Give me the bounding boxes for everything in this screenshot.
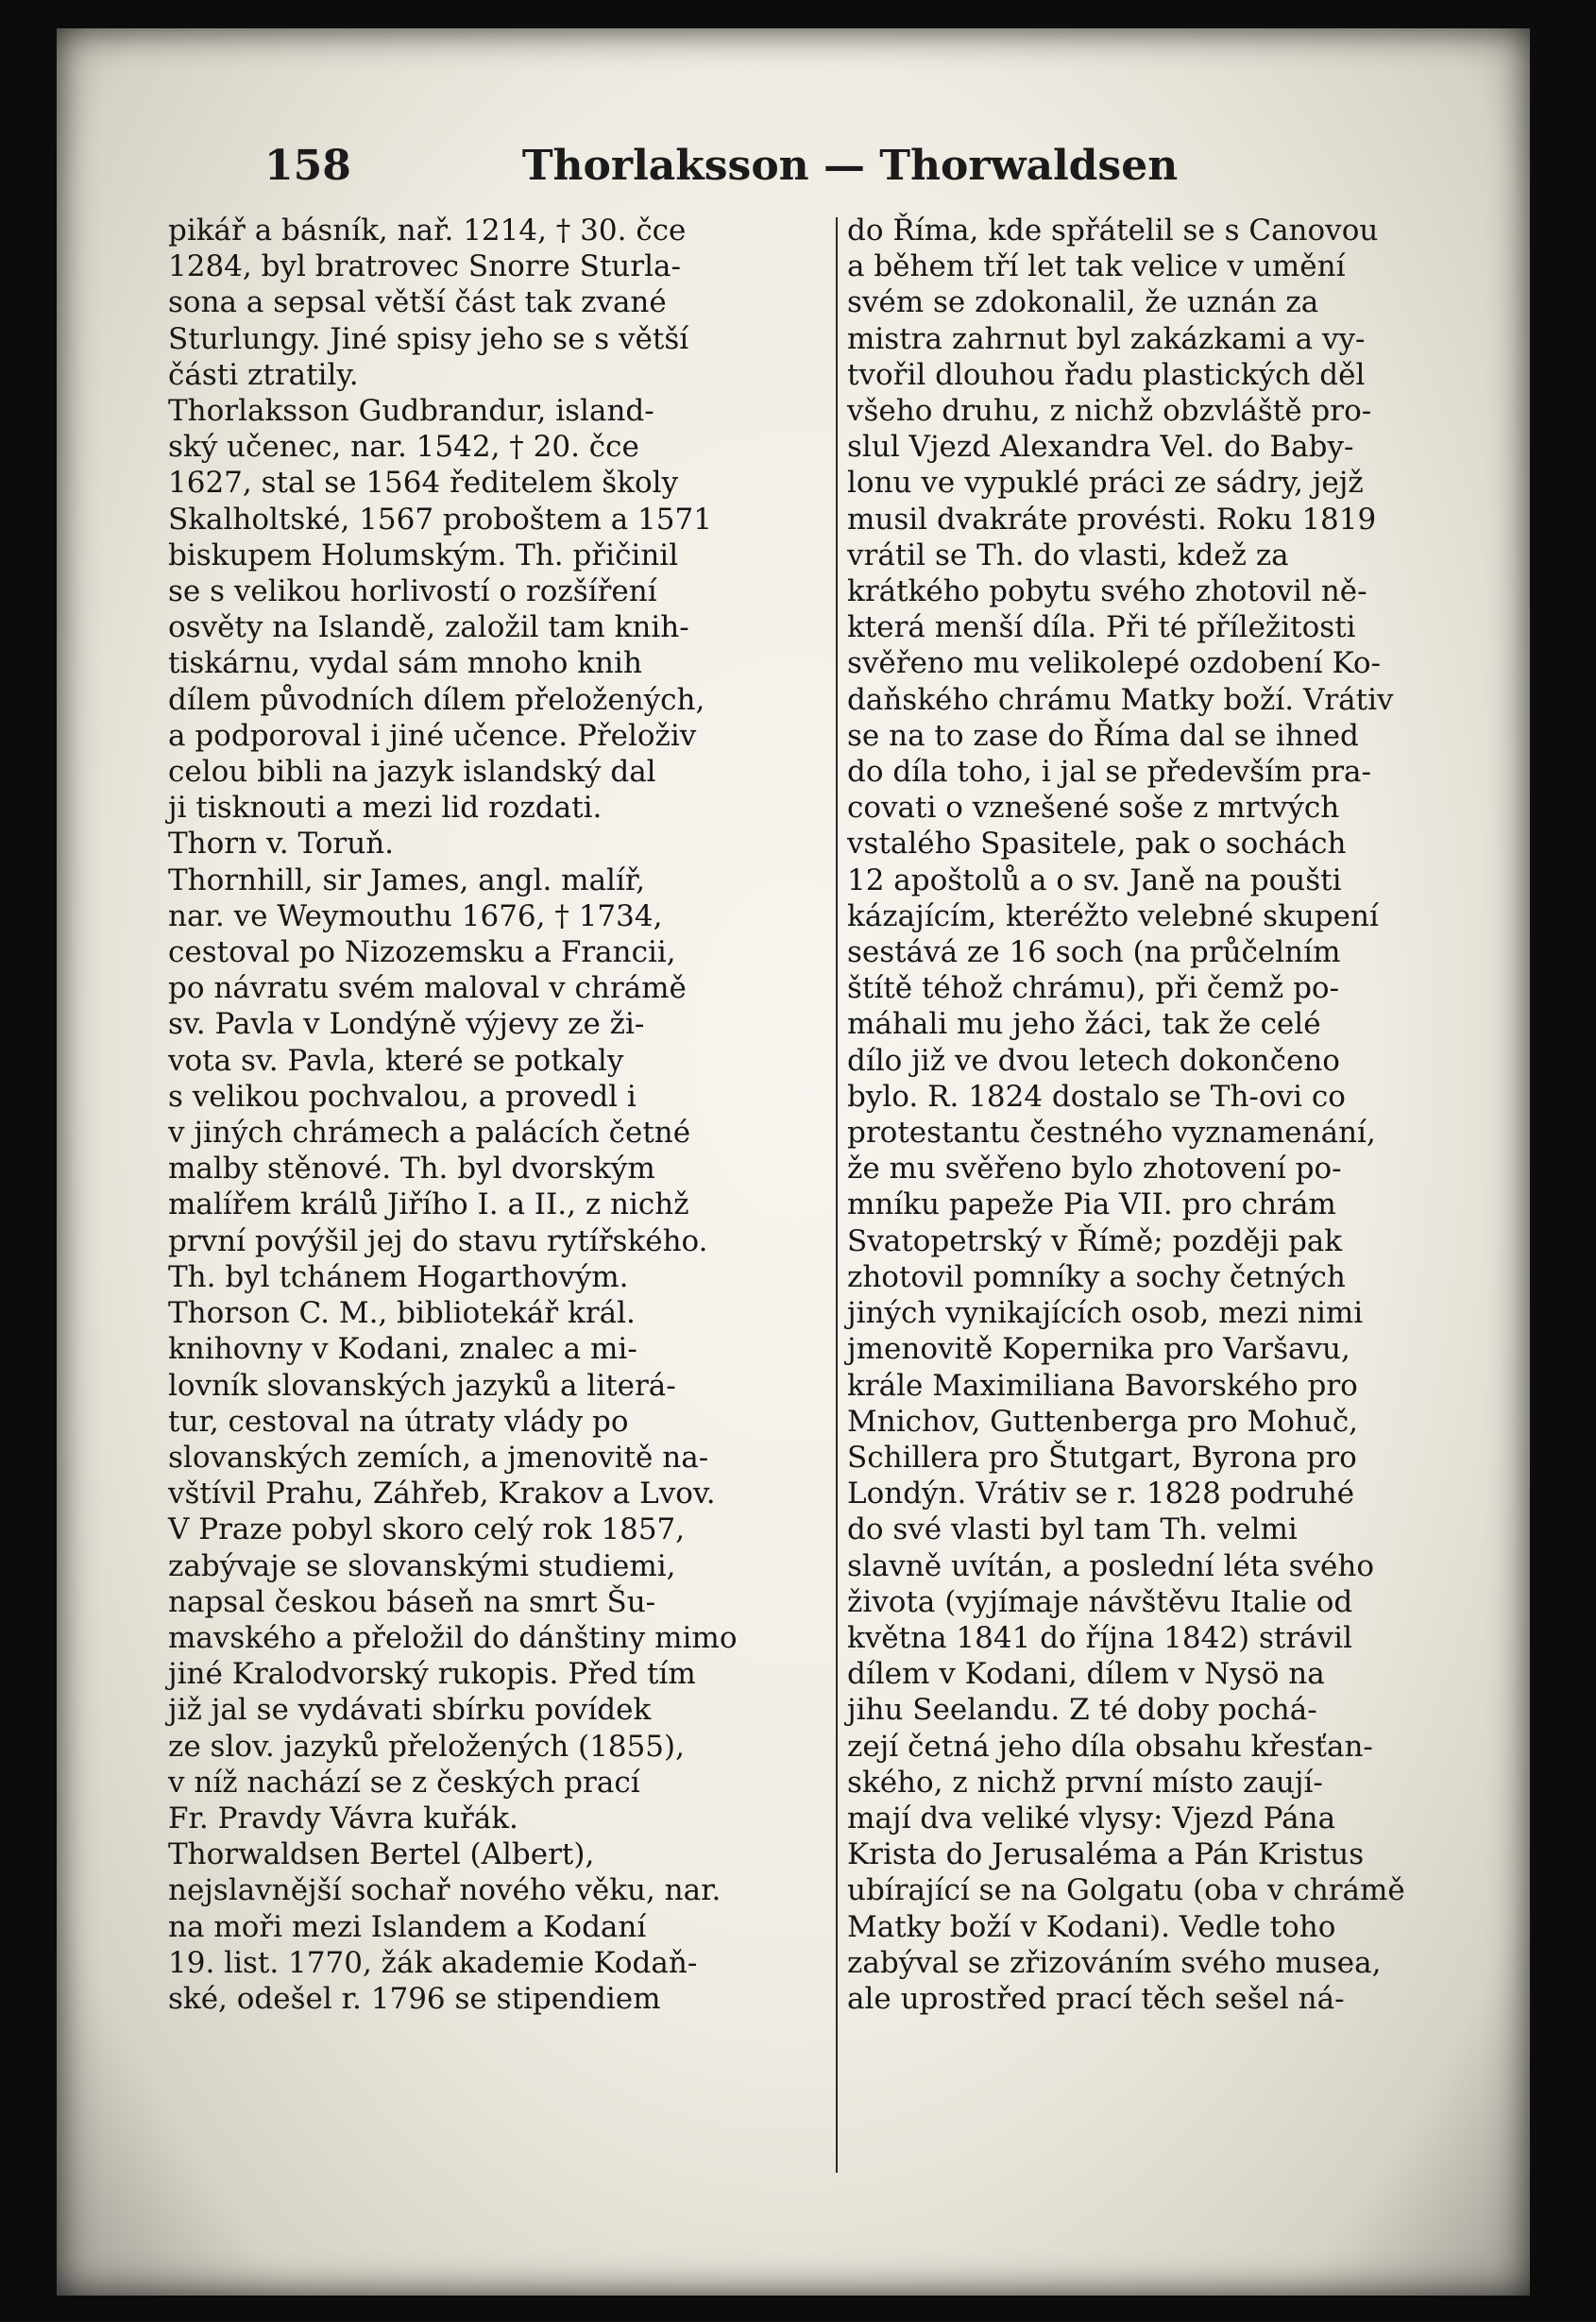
text-line: krátkého pobytu svého zhotovil ně- [847,574,1367,609]
text-line: v jiných chrámech a palácích četné [168,1116,691,1151]
text-line: zhotovil pomníky a sochy četných [847,1259,1346,1294]
text-line: protestantu čestného vyznamenání, [847,1116,1376,1151]
text-line: mají dva veliké vlysy: Vjezd Pána [847,1801,1336,1835]
text-line: mníku papeže Pia VII. pro chrám [847,1187,1336,1222]
right-column [847,213,1461,2017]
text-line: že mu svěřeno bylo zhotovení po- [847,1152,1342,1187]
text-line: všeho druhu, z nichž obzvláště pro- [847,394,1372,429]
text-line: Matky boží v Kodani). Vedle toho [847,1909,1336,1944]
text-line: sv. Pavla v Londýně výjevy ze ži- [168,1007,645,1042]
text-line: života (vyjímaje návštěvu Italie od [847,1584,1353,1619]
text-line: máhali mu jeho žáci, tak že celé [847,1007,1321,1042]
text-line: zabýval se zřizováním svého musea, [847,1945,1382,1980]
text-line: vštívil Prahu, Záhřeb, Krakov a Lvov. [168,1477,716,1511]
text-line: slul Vjezd Alexandra Vel. do Baby- [847,430,1354,465]
text-line: května 1841 do října 1842) strávil [847,1620,1353,1655]
text-line: nar. ve Weymouthu 1676, † 1734, [168,898,663,933]
text-line: se s velikou horlivostí o rozšíření [168,574,657,609]
text-line: cestoval po Nizozemsku a Francii, [168,935,676,970]
text-line: Thorlaksson Gudbrandur, island- [168,394,654,429]
text-line: Fr. Pravdy Vávra kuřák. [168,1801,518,1835]
text-line: Svatopetrský v Římě; později pak [847,1223,1343,1258]
text-line: biskupem Holumským. Th. přičinil [168,538,679,572]
text-line: 1627, stal se 1564 ředitelem školy [168,466,679,501]
text-line: mavského a přeložil do dánštiny mimo [168,1620,738,1655]
text-line: svěřeno mu velikolepé ozdobení Ko- [847,646,1381,681]
text-line: jihu Seelandu. Z té doby pochá- [847,1693,1317,1728]
running-head: Thorlaksson — Thorwaldsen [521,142,1179,190]
text-line: ji tisknouti a mezi lid rozdati. [168,791,603,826]
text-line: covati o vznešené soše z mrtvých [847,791,1340,826]
text-line: která menší díla. Při té příležitosti [847,610,1356,645]
text-line: ského, z nichž první místo zaují- [847,1765,1323,1800]
text-line: napsal českou báseň na smrt Šu- [168,1584,656,1619]
text-line: tvořil dlouhou řadu plastických děl [847,357,1366,392]
page-number: 158 [264,142,351,190]
text-line: Krista do Jerusaléma a Pán Kristus [847,1837,1365,1872]
text-line: slavně uvítán, a poslední léta svého [847,1548,1375,1583]
text-line: Skalholtské, 1567 proboštem a 1571 [168,502,712,537]
text-line: jmenovitě Kopernika pro Varšavu, [847,1332,1350,1367]
text-line: vstalého Spasitele, pak o sochách [847,827,1347,862]
text-line: pikář a básník, nař. 1214, † 30. čce [168,213,687,248]
text-line: zabývaje se slovanskými studiemi, [168,1548,676,1583]
text-line: ské, odešel r. 1796 se stipendiem [168,1981,661,2016]
text-line: malířem králů Jiřího I. a II., z nichž [168,1187,689,1222]
text-line: tur, cestoval na útraty vlády po [168,1404,629,1439]
text-line: v níž nachází se z českých prací [168,1765,640,1800]
text-line: V Praze pobyl skoro celý rok 1857, [168,1512,686,1547]
text-line: již jal se vydávati sbírku povídek [168,1693,652,1728]
text-line: části ztratily. [168,357,359,392]
column-divider [836,217,838,2173]
text-line: a podporoval i jiné učence. Přeloživ [168,718,697,753]
text-line: svém se zdokonalil, že uznán za [847,285,1319,320]
text-line: do své vlasti byl tam Th. velmi [847,1512,1298,1547]
text-line: dílem původních dílem přeložených, [168,682,705,717]
text-line: Thorwaldsen Bertel (Albert), [168,1837,595,1872]
text-line: bylo. R. 1824 dostalo se Th-ovi co [847,1079,1346,1114]
text-line: lonu ve vypuklé práci ze sádry, jejž [847,466,1364,501]
page-header [198,142,1502,208]
text-line: Mnichov, Guttenberga pro Mohuč, [847,1404,1359,1439]
text-line: vota sv. Pavla, které se potkaly [168,1043,624,1078]
text-line: Thorn v. Toruň. [168,827,395,862]
text-line: jiných vynikajících osob, mezi nimi [847,1296,1364,1331]
text-line: daňského chrámu Matky boží. Vrátiv [847,682,1394,717]
text-line: zejí četná jeho díla obsahu křesťan- [847,1729,1373,1764]
text-line: s velikou pochvalou, a provedl i [168,1079,637,1114]
text-line: vrátil se Th. do vlasti, kdež za [847,538,1289,572]
text-line: Schillera pro Štutgart, Byrona pro [847,1440,1357,1475]
left-column [168,213,791,2017]
text-line: jiné Kralodvorský rukopis. Před tím [168,1657,696,1692]
text-line: první povýšil jej do stavu rytířského. [168,1223,708,1258]
text-line: štítě téhož chrámu), při čemž po- [847,971,1340,1006]
text-line: Thorson C. M., bibliotekář král. [168,1296,636,1331]
text-line: malby stěnové. Th. byl dvorským [168,1152,655,1187]
text-line: lovník slovanských jazyků a literá- [168,1368,676,1403]
text-line: dílo již ve dvou letech dokončeno [847,1043,1340,1078]
text-line: ubírající se na Golgatu (oba v chrámě [847,1873,1405,1908]
text-line: do díla toho, i jal se především pra- [847,755,1371,790]
text-line: osvěty na Islandě, založil tam knih- [168,610,689,645]
text-line: krále Maximiliana Bavorského pro [847,1368,1358,1403]
text-line: Th. byl tchánem Hogarthovým. [168,1259,629,1294]
text-line: 19. list. 1770, žák akademie Kodaň- [168,1945,698,1980]
text-line: celou bibli na jazyk islandský dal [168,755,656,790]
text-line: a během tří let tak velice v umění [847,249,1346,284]
text-line: musil dvakráte provésti. Roku 1819 [847,502,1377,537]
text-line: ale uprostřed prací těch sešel ná- [847,1981,1345,2016]
text-line: kázajícím, kteréžto velebné skupení [847,898,1379,933]
text-line: dílem v Kodani, dílem v Nysö na [847,1657,1325,1692]
text-line: tiskárnu, vydal sám mnoho knih [168,646,642,681]
text-line: ský učenec, nar. 1542, † 20. čce [168,430,639,465]
text-line: slovanských zemích, a jmenovitě na- [168,1440,709,1475]
text-line: Thornhill, sir James, angl. malíř, [168,862,646,897]
text-line: ze slov. jazyků přeložených (1855), [168,1729,685,1764]
text-line: sona a sepsal větší část tak zvané [168,285,667,320]
text-line: na moři mezi Islandem a Kodaní [168,1909,647,1944]
text-line: se na to zase do Říma dal se ihned [847,718,1359,753]
text-line: 1284, byl bratrovec Snorre Sturla- [168,249,681,284]
text-line: knihovny v Kodani, znalec a mi- [168,1332,637,1367]
text-line: Londýn. Vrátiv se r. 1828 podruhé [847,1477,1355,1511]
text-line: do Říma, kde spřátelil se s Canovou [847,213,1379,248]
text-line: sestává ze 16 soch (na průčelním [847,935,1341,970]
text-line: mistra zahrnut byl zakázkami a vy- [847,321,1366,356]
text-line: 12 apoštolů a o sv. Janě na poušti [847,862,1342,897]
text-line: po návratu svém maloval v chrámě [168,971,687,1006]
text-line: Sturlungy. Jiné spisy jeho se s větší [168,321,689,356]
text-line: nejslavnější sochař nového věku, nar. [168,1873,722,1908]
